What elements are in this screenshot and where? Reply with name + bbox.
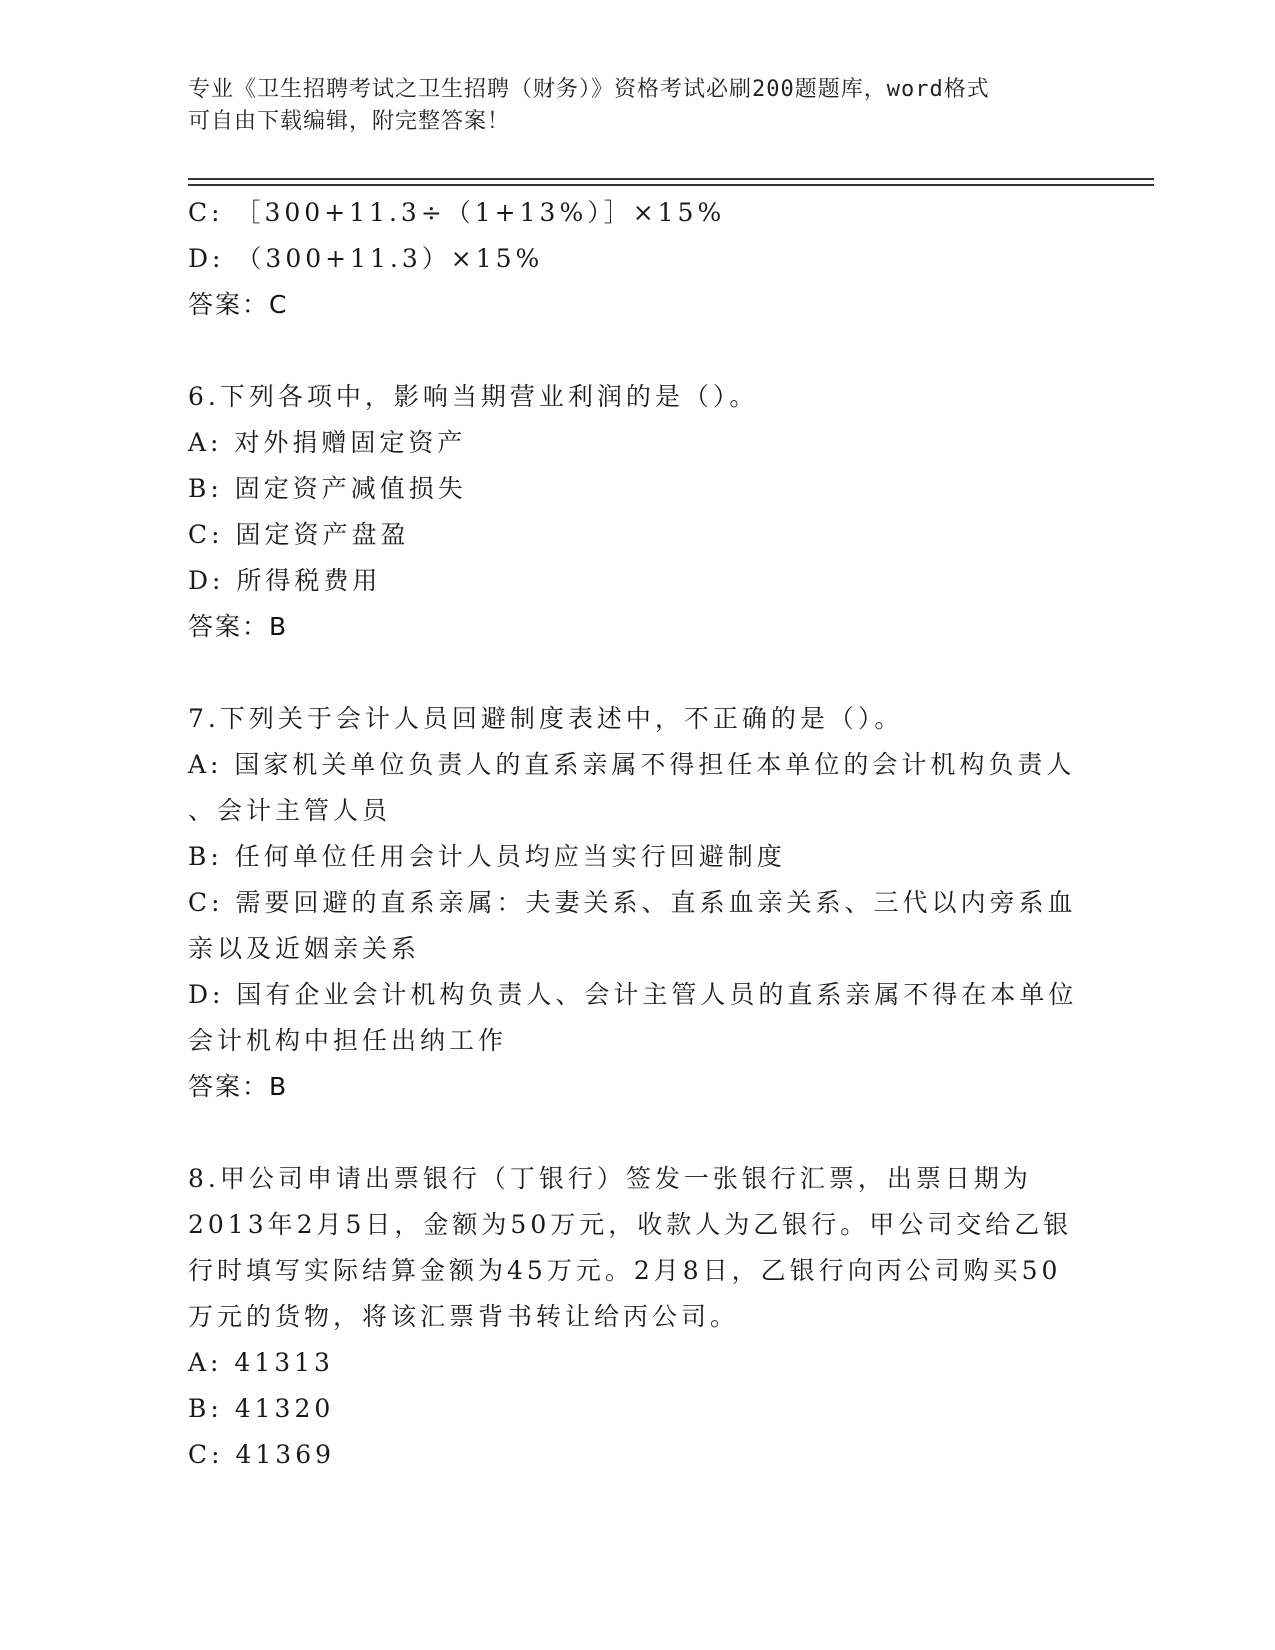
header-line-1: 专业《卫生招聘考试之卫生招聘（财务）》资格考试必刷200题题库，word格式	[188, 77, 990, 102]
option-b: B: 41320	[188, 1394, 335, 1423]
option-d-continued: 会计机构中担任出纳工作	[188, 1026, 508, 1055]
question-stem-line-4: 万元的货物，将该汇票背书转让给丙公司。	[188, 1302, 740, 1331]
option-c: C: 41369	[188, 1440, 336, 1469]
question-list	[188, 190, 1078, 1478]
header-line-2: 可自由下载编辑，附完整答案！	[188, 109, 511, 134]
document-header	[188, 74, 1068, 138]
option-d: D: （300+11.3）×15%	[188, 244, 544, 273]
answer-label: 答案：C	[188, 290, 289, 319]
answer-label: 答案：B	[188, 612, 289, 641]
question-stem-line-3: 行时填写实际结算金额为45万元。2月8日，乙银行向丙公司购买50	[188, 1256, 1062, 1285]
option-d: D: 国有企业会计机构负责人、会计主管人员的直系亲属不得在本单位	[188, 980, 1078, 1009]
option-a-continued: 、会计主管人员	[188, 796, 392, 825]
option-c: C: 固定资产盘盈	[188, 520, 410, 549]
option-b: B: 固定资产减值损失	[188, 474, 467, 503]
option-c: C: 需要回避的直系亲属：夫妻关系、直系血亲关系、三代以内旁系血	[188, 888, 1077, 917]
answer-label: 答案：B	[188, 1072, 289, 1101]
question-8	[188, 1156, 1073, 1478]
header-divider-bottom	[188, 184, 1154, 186]
question-stem: 6.下列各项中，影响当期营业利润的是（）。	[188, 382, 759, 411]
question-7	[188, 696, 1078, 1110]
spacer	[188, 1110, 1068, 1156]
option-c-continued: 亲以及近姻亲关系	[188, 934, 421, 963]
question-5	[188, 190, 1068, 328]
question-stem: 7.下列关于会计人员回避制度表述中，不正确的是（）。	[188, 704, 904, 733]
option-b: B: 任何单位任用会计人员均应当实行回避制度	[188, 842, 786, 871]
option-a: A: 41313	[188, 1348, 334, 1377]
header-divider-top	[188, 178, 1154, 180]
option-a: A: 对外捐赠固定资产	[188, 428, 467, 457]
option-d: D: 所得税费用	[188, 566, 382, 595]
question-6	[188, 374, 1068, 650]
spacer	[188, 650, 1068, 696]
question-stem: 8.甲公司申请出票银行（丁银行）签发一张银行汇票，出票日期为	[188, 1164, 1032, 1193]
option-a: A: 国家机关单位负责人的直系亲属不得担任本单位的会计机构负责人	[188, 750, 1076, 779]
spacer	[188, 328, 1068, 374]
question-stem-line-2: 2013年2月5日，金额为50万元，收款人为乙银行。甲公司交给乙银	[188, 1210, 1073, 1239]
option-c: C: ［300+11.3÷（1+13%）］×15%	[188, 198, 726, 227]
